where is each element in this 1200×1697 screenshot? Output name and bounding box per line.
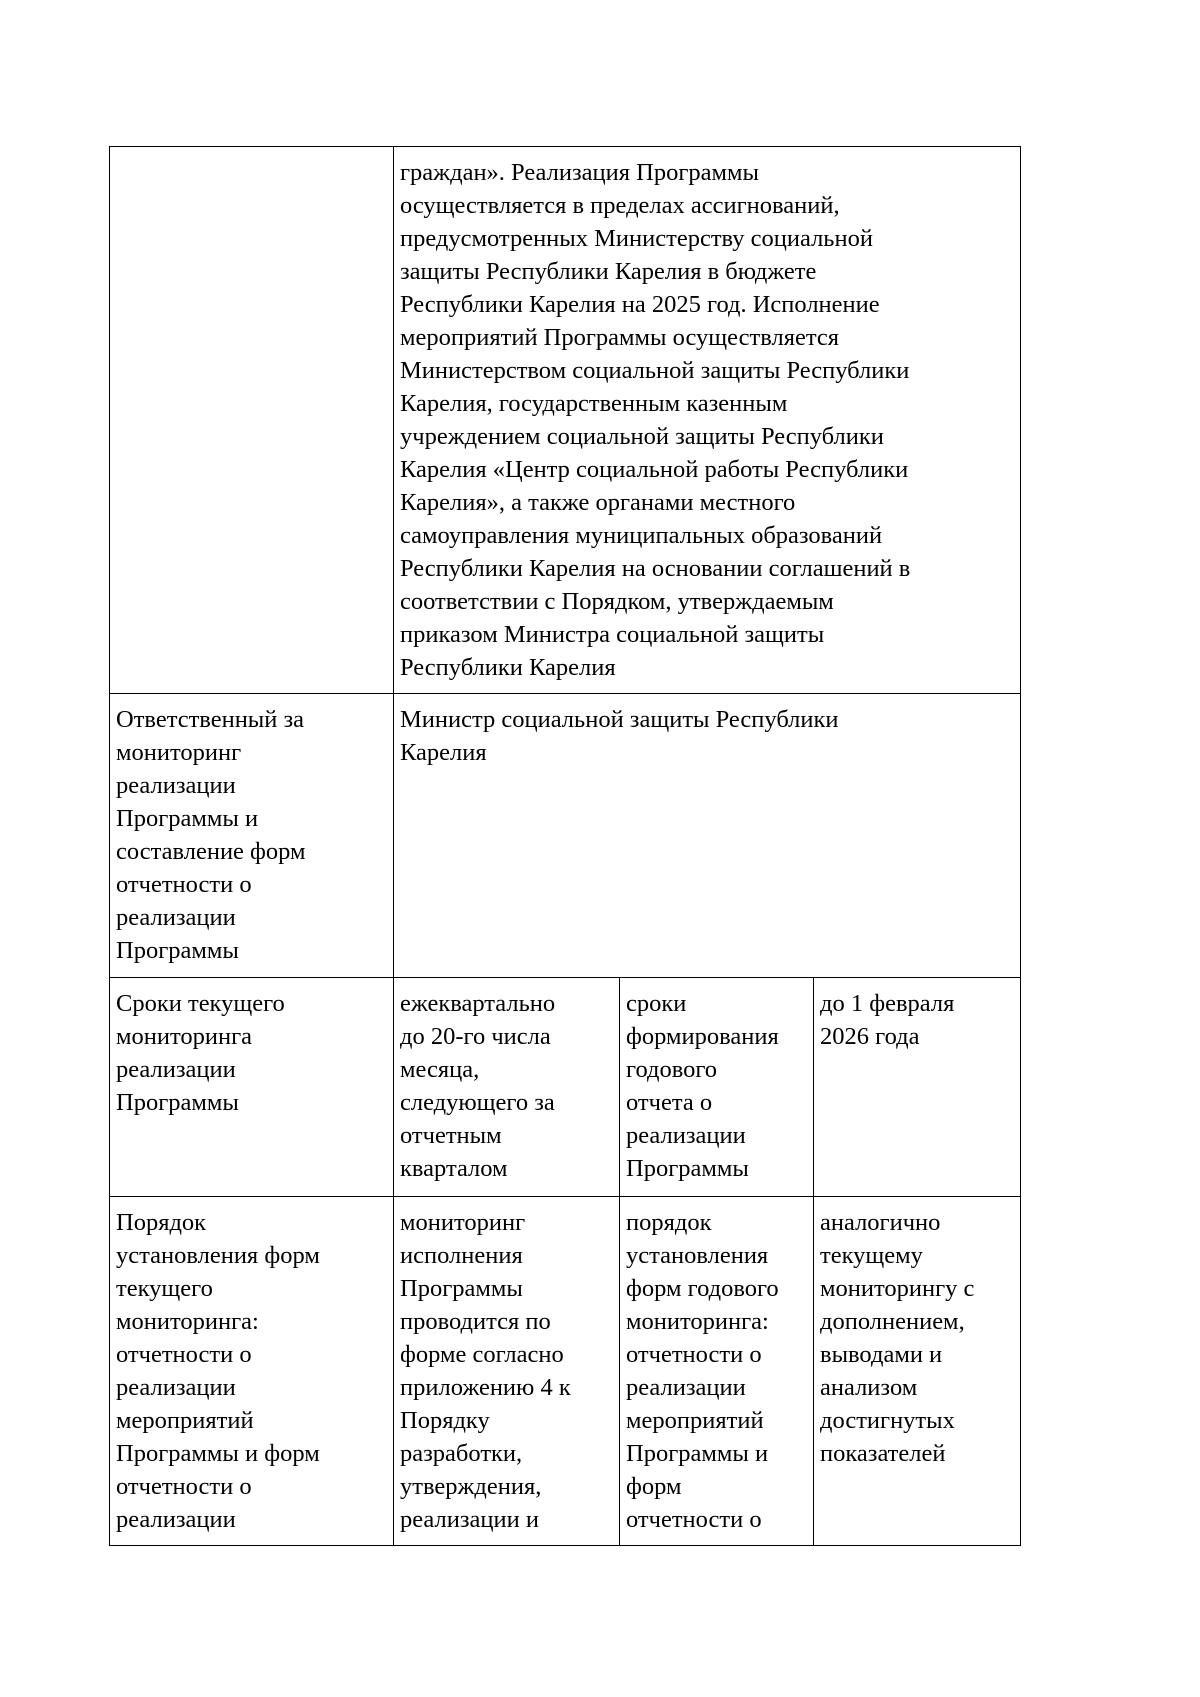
current-monitoring-term: ежеквартально до 20-го числа месяца, следующего за отчетным кварталом xyxy=(400,990,556,1182)
table-row xyxy=(110,978,1021,1197)
table-row xyxy=(110,147,1021,694)
annual-report-term: до 1 февраля 2026 года xyxy=(820,990,955,1050)
value-cell xyxy=(394,694,1021,978)
table-row xyxy=(110,1197,1021,1546)
value-cell xyxy=(394,147,1021,694)
value-cell xyxy=(814,978,1021,1197)
program-passport-table xyxy=(109,146,1021,1546)
label-cell xyxy=(110,694,394,978)
label-cell xyxy=(110,1197,394,1546)
responsible-value: Министр социальной защиты Республики Карелия xyxy=(400,706,839,766)
monitoring-terms-label: Сроки текущего мониторинга реализации Программы xyxy=(116,990,285,1116)
row1-text: граждан». Реализация Программы осуществляется в пределах ассигнований, предусмотренных Министерству социальной защиты Республики Карелия в бюджете Республики Карелия на 2025 год. Исполнение мероприятий Программы осуществляется Министерством социальной защиты Республики Карелия, государственным казенным учреждением социальной защиты Республики Карелия «Центр социальной работы Республики Карелия», а также органами местного самоуправления муниципальных образований Республики Карелия на основании соглашений в соответствии с Порядком, утверждаемым приказом Министра социальной защиты Республики Карелия xyxy=(400,159,911,681)
current-forms-order: мониторинг исполнения Программы проводится по форме согласно приложению 4 к Порядку разработки, утверждения, реализации и xyxy=(400,1209,571,1533)
value-cell xyxy=(394,1197,620,1546)
annual-report-term-label: сроки формирования годового отчета о реализации Программы xyxy=(626,990,779,1182)
annual-forms-order: аналогично текущему мониторингу с дополнением, выводами и анализом достигнутых показателей xyxy=(820,1209,975,1467)
table-row xyxy=(110,694,1021,978)
value-cell xyxy=(620,1197,814,1546)
label-cell xyxy=(110,147,394,694)
value-cell xyxy=(394,978,620,1197)
forms-order-label: Порядок установления форм текущего мониторинга: отчетности о реализации мероприятий Программы и форм отчетности о реализации xyxy=(116,1209,320,1533)
annual-forms-order-label: порядок установления форм годового мониторинга: отчетности о реализации мероприятий Программы и форм отчетности о xyxy=(626,1209,779,1533)
label-cell xyxy=(110,978,394,1197)
value-cell xyxy=(620,978,814,1197)
value-cell xyxy=(814,1197,1021,1546)
responsible-label: Ответственный за мониторинг реализации Программы и составление форм отчетности о реализации Программы xyxy=(116,706,306,964)
